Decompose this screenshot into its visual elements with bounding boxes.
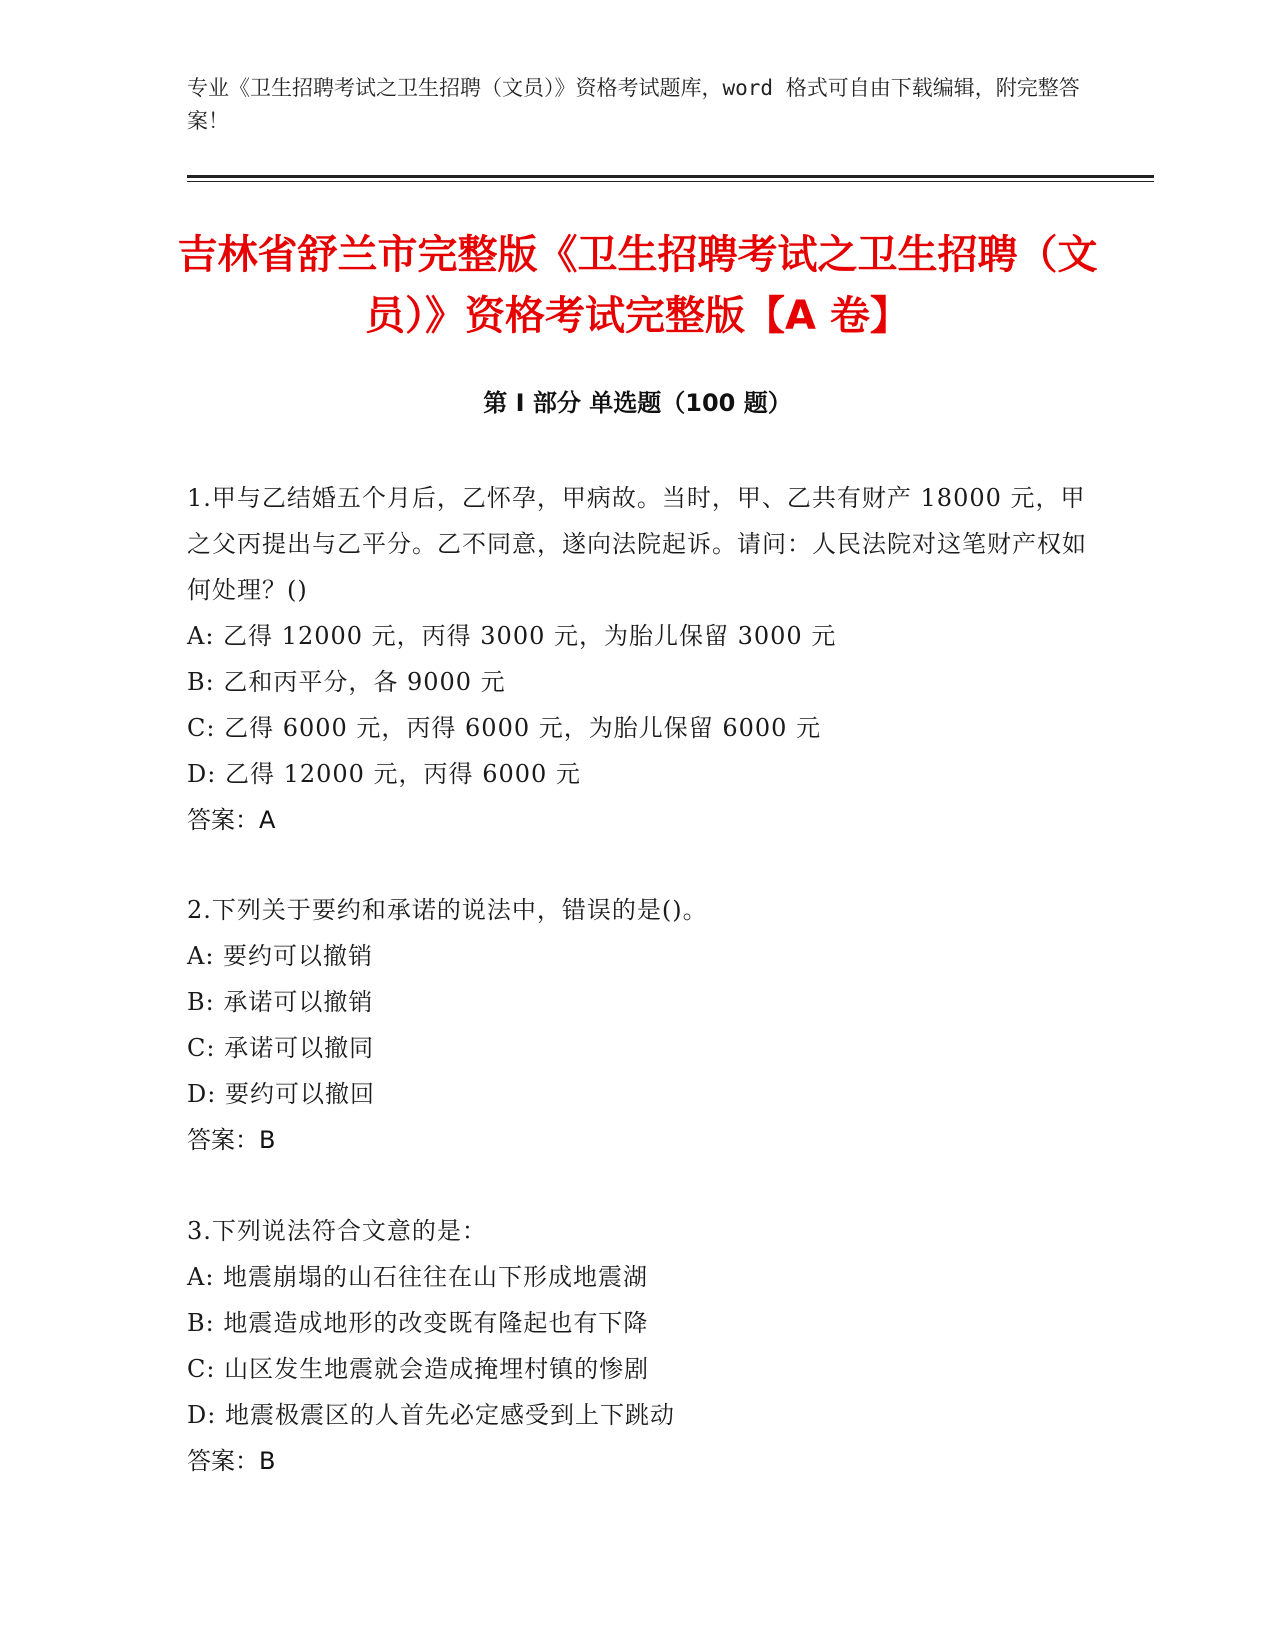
header-rule-thin (187, 181, 1154, 182)
option-b: B: 乙和丙平分，各 9000 元 (187, 668, 506, 696)
question-stem: 3.下列说法符合文意的是： (187, 1217, 487, 1245)
question-3 (187, 1208, 1087, 1484)
option-c: C: 山区发生地震就会造成掩埋村镇的惨剧 (187, 1355, 650, 1383)
answer: 答案：B (187, 1126, 276, 1154)
answer: 答案：A (187, 806, 276, 834)
option-d: D: 地震极震区的人首先必定感受到上下跳动 (187, 1401, 675, 1429)
option-d: D: 要约可以撤回 (187, 1080, 375, 1108)
question-stem: 1.甲与乙结婚五个月后，乙怀孕，甲病故。当时，甲、乙共有财产 18000 元，甲之父丙提出与乙平分。乙不同意，遂向法院起诉。请问：人民法院对这笔财产权如何处理？() (187, 484, 1087, 604)
option-b: B: 承诺可以撤销 (187, 988, 374, 1016)
option-c: C: 承诺可以撤同 (187, 1034, 375, 1062)
question-stem: 2.下列关于要约和承诺的说法中，错误的是()。 (187, 896, 708, 924)
section-title: 第 I 部分 单选题（100 题） (483, 389, 792, 417)
document-title: 吉林省舒兰市完整版《卫生招聘考试之卫生招聘（文员）》资格考试完整版【A 卷】 (177, 232, 1098, 339)
header-rule-thick (187, 175, 1154, 178)
question-2 (187, 887, 1087, 1163)
option-b: B: 地震造成地形的改变既有隆起也有下降 (187, 1309, 649, 1337)
header-note: 专业《卫生招聘考试之卫生招聘（文员）》资格考试题库，word 格式可自由下载编辑，附完整答案！ (187, 76, 1080, 133)
option-a: A: 要约可以撤销 (187, 942, 374, 970)
question-1 (187, 475, 1087, 843)
answer: 答案：B (187, 1447, 276, 1475)
option-a: A: 地震崩塌的山石往往在山下形成地震湖 (187, 1263, 649, 1291)
option-c: C: 乙得 6000 元，丙得 6000 元，为胎儿保留 6000 元 (187, 714, 822, 742)
option-d: D: 乙得 12000 元，丙得 6000 元 (187, 760, 581, 788)
option-a: A: 乙得 12000 元，丙得 3000 元，为胎儿保留 3000 元 (187, 622, 837, 650)
